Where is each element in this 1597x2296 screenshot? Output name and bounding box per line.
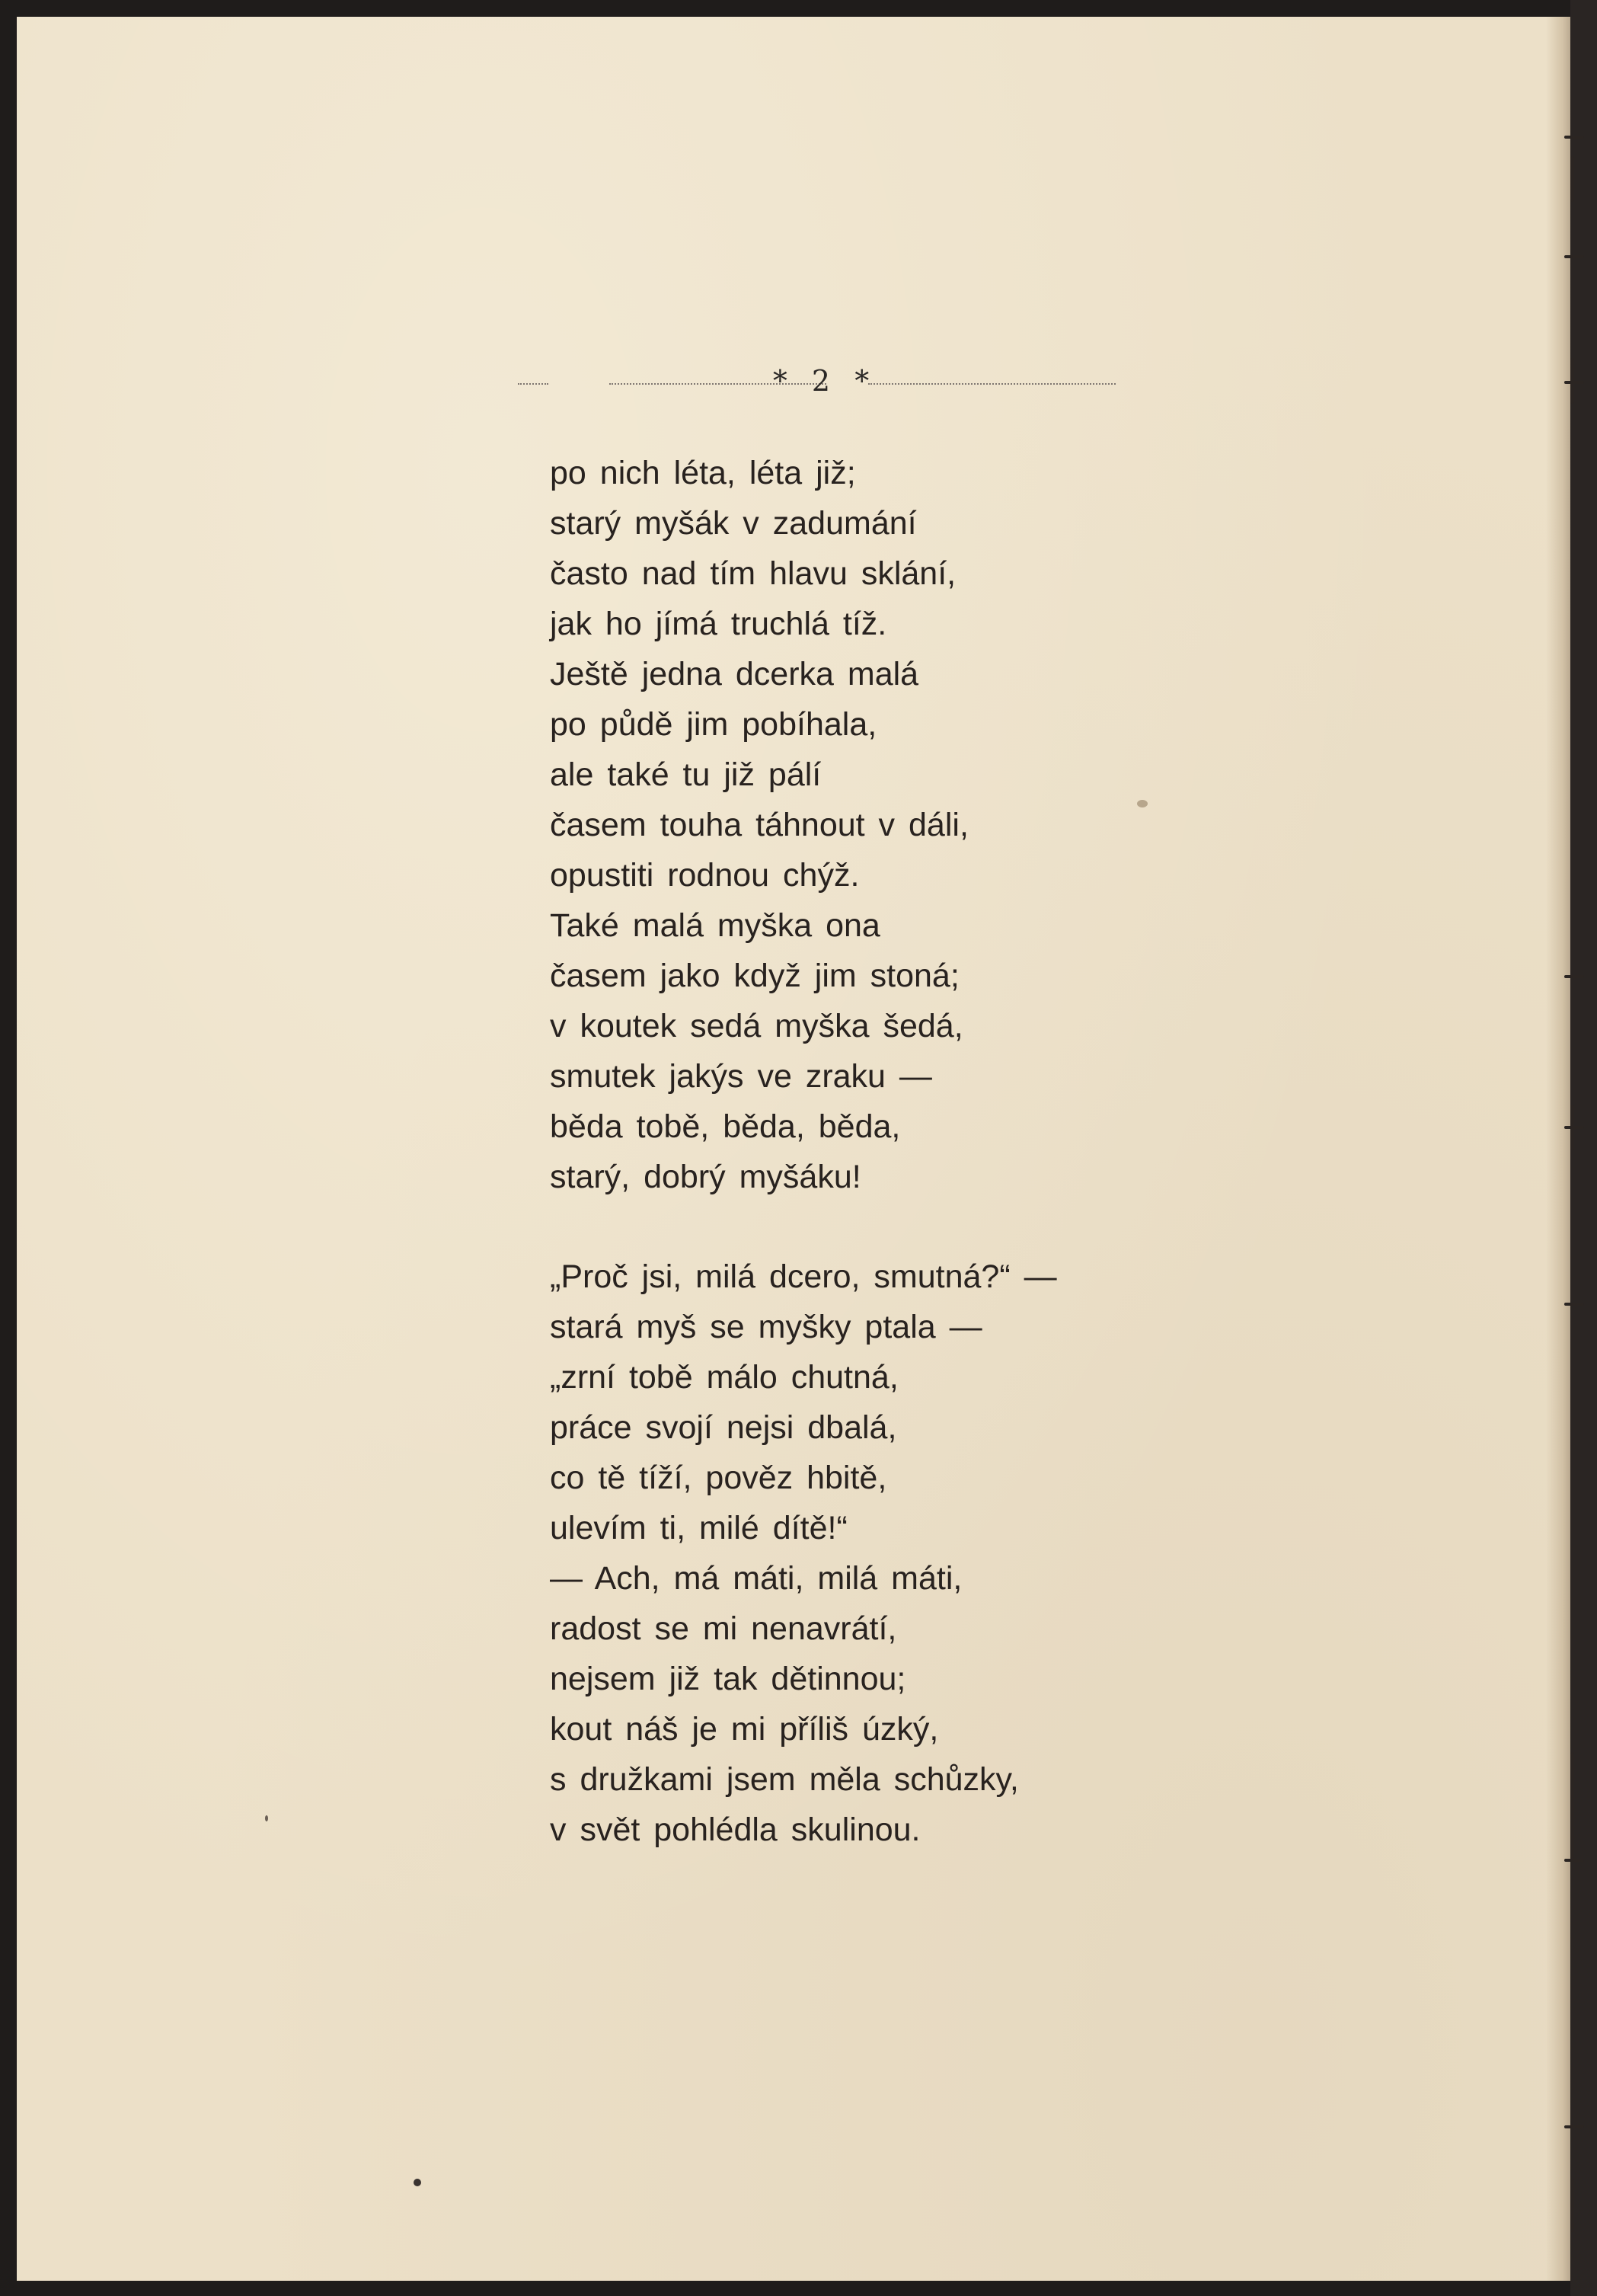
binding-stitch (1564, 975, 1584, 978)
poem-line: co tě tíží, pověz hbitě, (550, 1460, 887, 1496)
poem-line: časem touha táhnout v dáli, (550, 807, 969, 843)
poem-line: radost se mi nenavrátí, (550, 1610, 897, 1647)
binding-stitch (1564, 136, 1584, 139)
poem-line: v svět pohlédla skulinou. (550, 1812, 921, 1848)
stanza (550, 448, 1159, 1202)
poem-line: ale také tu již pálí (550, 756, 822, 793)
page-header (518, 358, 1119, 404)
binding-stitch (1564, 1126, 1584, 1129)
poem-line: jak ho jímá truchlá tíž. (550, 606, 887, 642)
poem-line: nejsem již tak dětinnou; (550, 1661, 906, 1697)
poem-line: stará myš se myšky ptala — (550, 1309, 982, 1345)
poem-line: po nich léta, léta již; (550, 455, 856, 491)
poem-line: „zrní tobě málo chutná, (550, 1359, 899, 1396)
poem-line: Také malá myška ona (550, 907, 880, 944)
page-number (768, 358, 882, 404)
header-rule-right (868, 383, 1116, 385)
poem-line: s družkami jsem měla schůzky, (550, 1761, 1019, 1798)
poem-line: opustiti rodnou chýž. (550, 857, 860, 894)
binding-stitch (1564, 1859, 1584, 1862)
poem-line: — Ach, má máti, milá máti, (550, 1560, 963, 1597)
poem-line: „Proč jsi, milá dcero, smutná?“ — (550, 1258, 1057, 1295)
poem-line: smutek jakýs ve zraku — (550, 1058, 932, 1095)
binding-stitch (1570, 1752, 1574, 1859)
page-number-value: 2 (811, 364, 838, 398)
paper-speck (265, 1815, 268, 1821)
paper-speck (414, 2179, 421, 2186)
poem-line: často nad tím hlavu sklání, (550, 555, 957, 592)
binding-stitch (1564, 2125, 1584, 2128)
poem-line: Ještě jedna dcerka malá (550, 656, 919, 692)
binding-stitch (1570, 2179, 1574, 2232)
header-rule-left (518, 383, 548, 385)
binding-stitch (1564, 255, 1584, 258)
binding-stitch (1564, 381, 1584, 384)
poem-line: ulevím ti, milé dítě!“ (550, 1510, 848, 1546)
poem-line: starý, dobrý myšáku! (550, 1159, 861, 1195)
poem-line: běda tobě, běda, běda, (550, 1108, 901, 1145)
binding-stitch (1570, 358, 1574, 404)
poem-line: kout náš je mi příliš úzký, (550, 1711, 939, 1748)
poem-line: po půdě jim pobíhala, (550, 706, 877, 743)
poem-line: starý myšák v zadumání (550, 505, 917, 542)
poem-text (550, 448, 1159, 1855)
header-ornament-left: * (772, 364, 795, 398)
book-binding (1570, 0, 1597, 2296)
stanza (550, 1252, 1159, 1855)
poem-line: práce svojí nejsi dbalá, (550, 1409, 897, 1446)
header-ornament-right: * (854, 364, 877, 398)
binding-stitch (1570, 156, 1574, 202)
poem-line: v koutek sedá myška šedá, (550, 1008, 963, 1044)
binding-stitch (1564, 1303, 1584, 1306)
poem-line: časem jako když jim stoná; (550, 958, 960, 994)
